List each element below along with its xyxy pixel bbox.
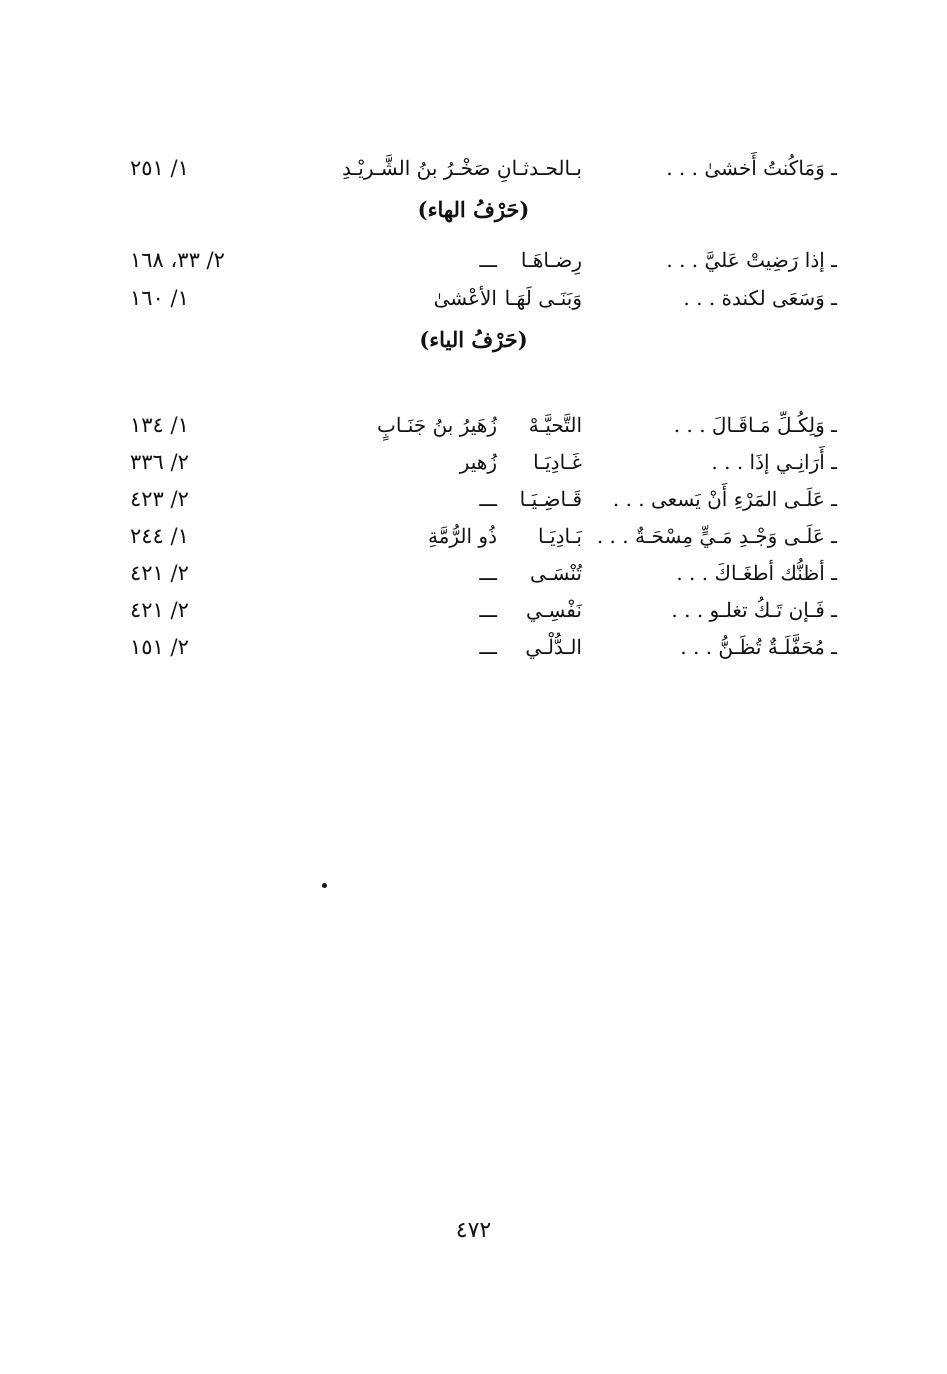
poet-name: ذُو الرُّمَّةِ bbox=[427, 524, 497, 548]
rhyme-word: التَّحيَّـهْ bbox=[528, 413, 582, 437]
poet-name: ـــ bbox=[479, 248, 497, 272]
poet-name: زُهَيرُ بنُ جَنَـابٍ bbox=[377, 413, 497, 437]
poet-name: ـــ bbox=[479, 635, 497, 659]
index-row bbox=[0, 242, 947, 278]
section-heading-ha: (حَرْفُ الهاء) bbox=[417, 197, 530, 222]
index-row bbox=[0, 555, 947, 591]
rhyme-word: قَـاضِـيَـا bbox=[519, 487, 582, 511]
verse-opening: ـ وَمَاكُنتُ أَخشىٰ . . . bbox=[666, 156, 837, 180]
volume-page-reference: ٢/ ٣٣٦ bbox=[130, 450, 189, 474]
verse-opening: ـ أَرَانِـي إذَا . . . bbox=[711, 450, 837, 474]
rhyme-word: غَـادِيَـا bbox=[533, 450, 582, 474]
volume-page-reference: ١/ ٢٤٤ bbox=[130, 524, 189, 548]
rhyme-and-poet: بـالحـدثـانِ صَخْـرُ بنُ الشَّـريْـدِ bbox=[341, 156, 582, 180]
volume-page-reference: ١/ ١٦٠ bbox=[130, 286, 189, 310]
poet-name: زُهير bbox=[459, 450, 497, 474]
index-row bbox=[0, 518, 947, 554]
verse-opening: ـ إذا رَضِيتْ عَليَّ . . . bbox=[666, 248, 837, 272]
poet-name: ـــ bbox=[479, 561, 497, 585]
verse-opening: ـ أظنُّك أطغَـاكَ . . . bbox=[676, 561, 837, 585]
rhyme-word: تُنْسَـى bbox=[530, 561, 582, 585]
rhyme-word: رِضـاهَـا bbox=[520, 248, 582, 272]
verse-opening: ـ مُحَفَّلَـةٌ تُظَـنُّ . . . bbox=[680, 635, 837, 659]
volume-page-reference: ٢/ ٣٣، ١٦٨ bbox=[130, 248, 225, 272]
volume-page-reference: ٢/ ٤٢١ bbox=[130, 561, 189, 585]
ink-dot bbox=[322, 883, 327, 888]
verse-opening: ـ فَـإن تَـكُ تغلـو . . . bbox=[671, 598, 837, 622]
rhyme-word: الـدُّلْـي bbox=[525, 635, 582, 659]
volume-page-reference: ١/ ٢٥١ bbox=[130, 156, 189, 180]
index-row bbox=[0, 280, 947, 316]
volume-page-reference: ١/ ١٣٤ bbox=[130, 413, 189, 437]
volume-page-reference: ٢/ ٤٢١ bbox=[130, 598, 189, 622]
verse-opening: ـ وَسَعَى لكندة . . . bbox=[683, 286, 837, 310]
page-number: ٤٧٢ bbox=[455, 1218, 492, 1243]
poet-name: ـــ bbox=[479, 598, 497, 622]
rhyme-word: بَـادِيَـا bbox=[538, 524, 582, 548]
index-row bbox=[0, 592, 947, 628]
rhyme-word: وَبَنَـى لَهَـا bbox=[504, 286, 582, 310]
poet-name: الأعْشىٰ bbox=[433, 286, 497, 310]
volume-page-reference: ٢/ ٤٢٣ bbox=[130, 487, 189, 511]
index-row bbox=[0, 481, 947, 517]
volume-page-reference: ٢/ ١٥١ bbox=[130, 635, 189, 659]
verse-opening: ـ وَلِكُـلِّ مَـاقَـالَ . . . bbox=[673, 413, 837, 437]
section-heading-ya: (حَرْفُ الياء) bbox=[419, 327, 528, 352]
index-row bbox=[0, 444, 947, 480]
index-row bbox=[0, 629, 947, 665]
verse-opening: ـ عَلَـى المَرْءِ أَنْ يَسعى . . . bbox=[612, 487, 837, 511]
rhyme-word: نَفْسِـي bbox=[525, 598, 582, 622]
verse-opening: ـ عَلَـى وَجْـدِ مَـيٍّ مِسْحَـةٌ . . . bbox=[596, 524, 837, 548]
poet-name: ـــ bbox=[479, 487, 497, 511]
index-row bbox=[0, 150, 947, 186]
index-row bbox=[0, 407, 947, 443]
